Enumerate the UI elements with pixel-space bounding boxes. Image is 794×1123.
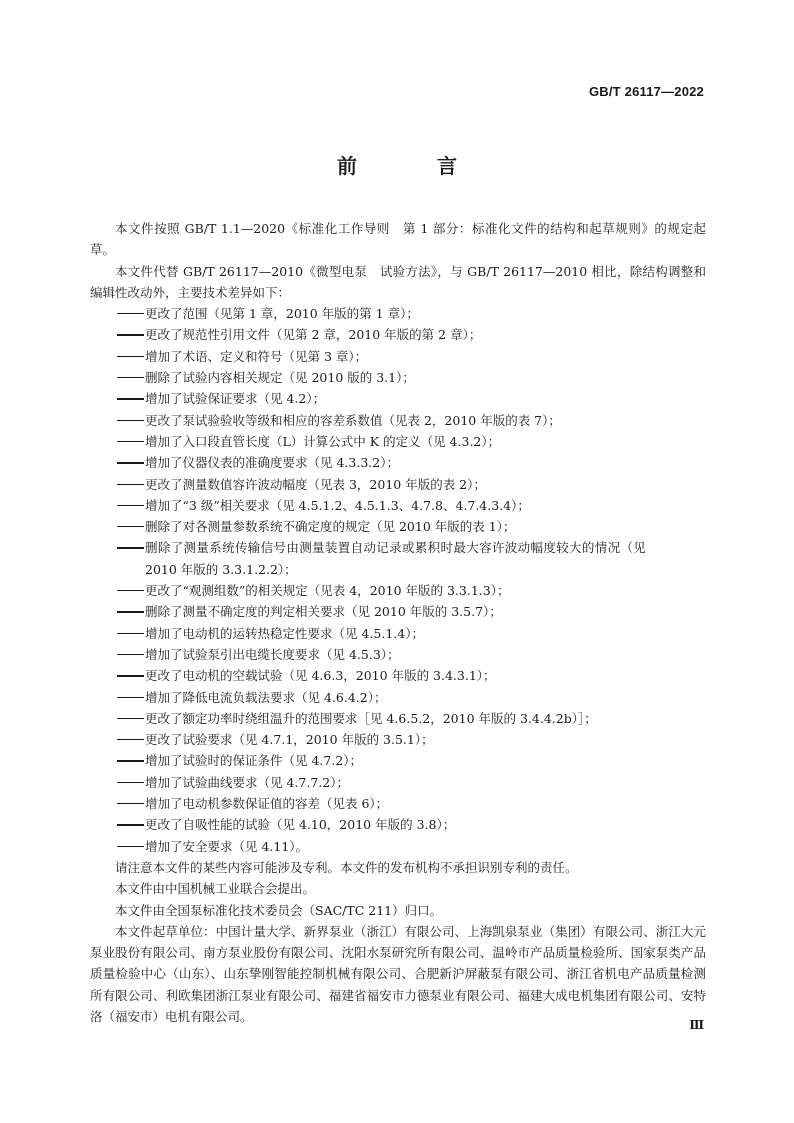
dash-icon: [117, 803, 144, 804]
list-item: 删除了测量不确定度的判定相关要求（见 2010 年版的 3.5.7）；: [90, 601, 706, 622]
dash-icon: [117, 441, 144, 442]
list-item: 增加了试验时的保证条件（见 4.7.2）；: [90, 750, 706, 771]
dash-icon: [117, 846, 144, 847]
intro-paragraph: 本文件代替 GB/T 26117—2010《微型电泵 试验方法》，与 GB/T 26117—2010 相比，除结构调整和编辑性改动外，主要技术差异如下：: [90, 263, 706, 300]
dash-icon: [117, 313, 144, 314]
dash-icon: [117, 675, 144, 676]
list-item: 删除了对各测量参数系统不确定度的规定（见 2010 年版的表 1）；: [90, 516, 706, 537]
standard-code: GB/T 26117—2022: [588, 84, 704, 99]
dash-icon: [117, 526, 144, 527]
list-item: 更改了“观测组数”的相关规定（见表 4，2010 年版的 3.3.1.3）；: [90, 580, 706, 601]
page-number: Ⅲ: [689, 1018, 704, 1032]
list-item: 删除了测量系统传输信号由测量装置自动记录或累积时最大容许波动幅度较大的情况（见 2010 年版的 3.3.1.2.2）；: [90, 537, 706, 580]
preface-body: [90, 218, 706, 1027]
dash-icon: [117, 334, 144, 335]
proposer-statement: 本文件由中国机械工业联合会提出。: [115, 881, 316, 897]
list-item: 增加了入口段直管长度（L）计算公式中 K 的定义（见 4.3.2）；: [90, 431, 706, 452]
dash-icon: [117, 718, 144, 719]
list-item: 更改了自吸性能的试验（见 4.10，2010 年版的 3.8）；: [90, 814, 706, 835]
dash-icon: [117, 377, 144, 378]
list-item: 更改了范围（见第 1 章，2010 年版的第 1 章）；: [90, 303, 706, 324]
dash-icon: [117, 590, 144, 591]
committee-statement: 本文件由全国泵标准化技术委员会（SAC/TC 211）归口。: [115, 902, 443, 918]
dash-icon: [117, 697, 144, 698]
dash-icon: [117, 356, 144, 357]
list-item: 增加了“3 级”相关要求（见 4.5.1.2、4.5.1.3、4.7.8、4.7.4.3.4）；: [90, 495, 706, 516]
dash-icon: [117, 760, 144, 761]
list-item: 增加了安全要求（见 4.11）。: [90, 836, 706, 857]
dash-icon: [117, 782, 144, 783]
list-item: 增加了试验保证要求（见 4.2）；: [90, 388, 706, 409]
list-item: 更改了额定功率时绕组温升的范围要求［见 4.6.5.2，2010 年版的 3.4.4.2b）］；: [90, 708, 706, 729]
dash-icon: [117, 420, 144, 421]
dash-icon: [117, 611, 144, 612]
drafting-units: 本文件起草单位：中国计量大学、新界泵业（浙江）有限公司、上海凯泉泵业（集团）有限公司、浙江大元泵业股份有限公司、南方泵业股份有限公司、沈阳水泵研究所有限公司、温岭市产品质量检验所、国家泵类产品质量检验中心（山东）、山东挚刚智能控制机械有限公司、合肥新沪屏蔽泵有限公司、浙江省机电产品质量检测所有限公司、利欧集团浙江泵业有限公司、福建省福安市力德泵业有限公司、福建大成电机集团有限公司、安特洛（福安市）电机有限公司。: [90, 923, 706, 1024]
dash-icon: [117, 398, 144, 399]
intro-paragraph: 本文件按照 GB/T 1.1—2020《标准化工作导则 第 1 部分：标准化文件的结构和起草规则》的规定起草。: [90, 221, 706, 258]
dash-icon: [117, 739, 144, 740]
list-item: 增加了电动机的运转热稳定性要求（见 4.5.1.4）；: [90, 623, 706, 644]
patent-notice: 请注意本文件的某些内容可能涉及专利。本文件的发布机构不承担识别专利的责任。: [115, 859, 578, 875]
list-item: 增加了术语、定义和符号（见第 3 章）；: [90, 346, 706, 367]
list-item: 增加了降低电流负载法要求（见 4.6.4.2）；: [90, 687, 706, 708]
dash-icon: [117, 633, 144, 634]
list-item: 更改了试验要求（见 4.7.1，2010 年版的 3.5.1）；: [90, 729, 706, 750]
dash-icon: [117, 654, 144, 655]
list-item: 增加了电动机参数保证值的容差（见表 6）；: [90, 793, 706, 814]
list-item: 增加了试验泵引出电缆长度要求（见 4.5.3）；: [90, 644, 706, 665]
list-item: 更改了泵试验验收等级和相应的容差系数值（见表 2，2010 年版的表 7）；: [90, 410, 706, 431]
list-item: 增加了试验曲线要求（见 4.7.7.2）；: [90, 772, 706, 793]
list-item: 删除了试验内容相关规定（见 2010 版的 3.1）；: [90, 367, 706, 388]
dash-icon: [117, 824, 144, 825]
dash-icon: [117, 462, 144, 463]
dash-icon: [117, 547, 144, 548]
list-item: 增加了仪器仪表的准确度要求（见 4.3.3.2）；: [90, 452, 706, 473]
list-item: 更改了规范性引用文件（见第 2 章，2010 年版的第 2 章）；: [90, 324, 706, 345]
dash-icon: [117, 505, 144, 506]
page-title: 前 言: [337, 154, 487, 178]
dash-icon: [117, 484, 144, 485]
list-item: 更改了电动机的空载试验（见 4.6.3，2010 年版的 3.4.3.1）；: [90, 665, 706, 686]
list-item: 更改了测量数值容许波动幅度（见表 3，2010 年版的表 2）；: [90, 474, 706, 495]
